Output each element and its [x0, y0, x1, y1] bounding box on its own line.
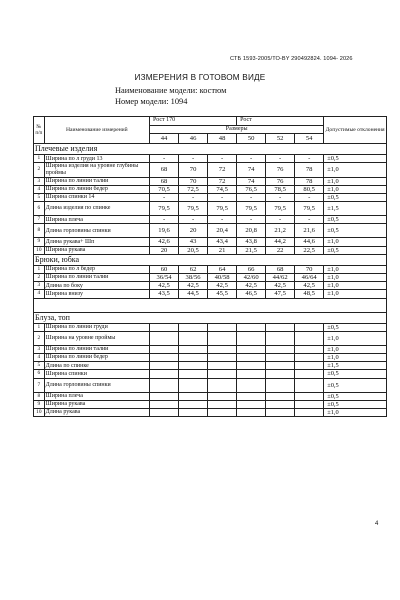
row-number: 5 [34, 362, 45, 370]
size-value [266, 400, 295, 408]
size-value [295, 354, 324, 362]
row-number: 4 [34, 290, 45, 298]
size-value: 20 [179, 224, 208, 238]
measurement-name: Длина рукава [44, 409, 149, 417]
size-value [237, 345, 266, 353]
tolerance-value: ±0,5 [324, 155, 387, 163]
size-value [295, 400, 324, 408]
section-title: Брюки, юбка [34, 254, 387, 265]
size-value [150, 392, 179, 400]
table-row [34, 163, 387, 177]
size-value [266, 345, 295, 353]
model-name: Наименование модели: костюм [115, 86, 227, 95]
table-row [34, 378, 387, 392]
tolerance-value: ±0,5 [324, 323, 387, 331]
height-label-2: Рост [237, 117, 324, 126]
size-value: 76 [266, 177, 295, 185]
size-value: 64 [208, 265, 237, 273]
size-value: - [150, 155, 179, 163]
size-value [295, 370, 324, 378]
size-value: 70 [179, 177, 208, 185]
measurement-name: Ширина по линии бедер [44, 354, 149, 362]
tolerance-value: ±1,0 [324, 354, 387, 362]
size-value: 36/54 [150, 274, 179, 282]
measurement-name: Длина по боку [44, 282, 149, 290]
row-number: 9 [34, 400, 45, 408]
size-value: 40/58 [208, 274, 237, 282]
tolerance-value: ±1,0 [324, 290, 387, 298]
size-value [266, 378, 295, 392]
row-number: 8 [34, 392, 45, 400]
size-value [237, 370, 266, 378]
measurement-name: Ширина по линии талии [44, 177, 149, 185]
size-value: 48,5 [295, 290, 324, 298]
size-value [208, 400, 237, 408]
size-value [208, 323, 237, 331]
measurement-name: Ширина по линии бедер [44, 185, 149, 193]
size-value: 47,5 [266, 290, 295, 298]
row-number: 3 [34, 345, 45, 353]
table-row [34, 216, 387, 224]
size-value: - [150, 194, 179, 202]
page-number: 4 [375, 521, 379, 527]
row-number: 1 [34, 265, 45, 273]
size-value: 20,8 [237, 224, 266, 238]
size-value [295, 378, 324, 392]
size-value: - [295, 216, 324, 224]
size-value: - [237, 216, 266, 224]
size-value [208, 345, 237, 353]
tolerance-value: ±0,5 [324, 392, 387, 400]
size-value: 70,5 [150, 185, 179, 193]
measurement-name: Длина по спинке [44, 362, 149, 370]
measurement-name: Ширина по линии груди [44, 323, 149, 331]
size-value: 42,5 [208, 282, 237, 290]
size-value: 20 [150, 246, 179, 254]
size-value: 79,5 [237, 202, 266, 216]
size-value: - [150, 216, 179, 224]
size-value: 78 [295, 177, 324, 185]
size-value: 19,6 [150, 224, 179, 238]
tolerance-value: ±1,5 [324, 202, 387, 216]
tolerance-value: ±0,5 [324, 378, 387, 392]
tolerance-value: ±1,0 [324, 238, 387, 246]
size-value: 79,5 [295, 202, 324, 216]
size-value [266, 331, 295, 345]
size-header: 44 [150, 134, 179, 144]
size-value [179, 400, 208, 408]
row-number: 10 [34, 246, 45, 254]
tolerance-value: ±0,5 [324, 224, 387, 238]
table-row [34, 370, 387, 378]
table-row [34, 224, 387, 238]
size-value: 72 [208, 163, 237, 177]
size-value [179, 331, 208, 345]
size-value: 21,5 [237, 246, 266, 254]
row-number: 2 [34, 163, 45, 177]
size-value: 70 [179, 163, 208, 177]
measurement-name: Длина изделия по спинке [44, 202, 149, 216]
size-value [179, 354, 208, 362]
column-header-number: № п/п [34, 117, 45, 144]
measurement-name: Ширина внизу [44, 290, 149, 298]
tolerance-value: ±1,0 [324, 265, 387, 273]
size-value: 66 [237, 265, 266, 273]
measurements-table [33, 116, 387, 417]
size-value: 74 [237, 163, 266, 177]
measurement-name: Ширина по л бедер [44, 265, 149, 273]
measurement-name: Ширина по л груди 13 [44, 155, 149, 163]
tolerance-value: ±1,0 [324, 331, 387, 345]
measurement-name: Ширина на уровне проймы [44, 331, 149, 345]
size-value: 68 [150, 163, 179, 177]
size-value [237, 362, 266, 370]
size-value: 20,4 [208, 224, 237, 238]
size-value: 21,2 [266, 224, 295, 238]
tolerance-value: ±1,0 [324, 345, 387, 353]
tolerance-value: ±1,0 [324, 177, 387, 185]
row-number: 2 [34, 274, 45, 282]
size-value [295, 362, 324, 370]
row-number: 9 [34, 238, 45, 246]
tolerance-value: ±0,5 [324, 194, 387, 202]
size-value [179, 345, 208, 353]
tolerance-value: ±0,5 [324, 400, 387, 408]
row-number: 1 [34, 155, 45, 163]
size-value [295, 409, 324, 417]
table-row [34, 177, 387, 185]
row-number: 10 [34, 409, 45, 417]
size-value: 42,5 [179, 282, 208, 290]
measurement-name: Ширина по линии талии [44, 274, 149, 282]
table-row [34, 265, 387, 273]
size-value [150, 409, 179, 417]
size-value: 43,8 [237, 238, 266, 246]
model-number: Номер модели: 1094 [115, 97, 188, 106]
measurement-name: Ширина изделия на уровне глубины проймы [44, 163, 149, 177]
size-value: - [179, 194, 208, 202]
table-row [34, 202, 387, 216]
tolerance-value: ±1,0 [324, 274, 387, 282]
size-value: 46/64 [295, 274, 324, 282]
size-value: 44/62 [266, 274, 295, 282]
size-value: 78 [295, 163, 324, 177]
size-value: 22,5 [295, 246, 324, 254]
size-value: - [237, 194, 266, 202]
size-value [237, 331, 266, 345]
table-row [34, 290, 387, 298]
size-value [179, 362, 208, 370]
size-value [237, 392, 266, 400]
page-title: ИЗМЕРЕНИЯ В ГОТОВОМ ВИДЕ [134, 73, 266, 82]
size-value [179, 323, 208, 331]
size-value [237, 378, 266, 392]
size-value [237, 409, 266, 417]
size-value: 42,5 [266, 282, 295, 290]
size-value: 79,5 [266, 202, 295, 216]
row-number: 6 [34, 202, 45, 216]
table-row [34, 392, 387, 400]
measurement-name: Длина рукава+ Шп [44, 238, 149, 246]
size-value: 74 [237, 177, 266, 185]
size-value [150, 331, 179, 345]
size-value [208, 409, 237, 417]
size-value: 43,4 [208, 238, 237, 246]
size-value: 43 [179, 238, 208, 246]
measurement-name: Ширина рукава [44, 400, 149, 408]
size-value [150, 400, 179, 408]
size-value [208, 392, 237, 400]
table-row [34, 409, 387, 417]
size-value: 79,5 [179, 202, 208, 216]
size-value [150, 354, 179, 362]
row-number: 2 [34, 331, 45, 345]
size-value [179, 370, 208, 378]
size-value: 42,5 [295, 282, 324, 290]
size-value: - [266, 216, 295, 224]
size-value [150, 370, 179, 378]
size-value [208, 362, 237, 370]
table-row [34, 274, 387, 282]
section-title: Блуза, топ [34, 312, 387, 323]
size-value: 78,5 [266, 185, 295, 193]
size-value: - [266, 155, 295, 163]
tolerance-value: ±0,5 [324, 216, 387, 224]
size-value: 76 [266, 163, 295, 177]
size-value: - [295, 155, 324, 163]
size-value: 42/60 [237, 274, 266, 282]
size-value [295, 331, 324, 345]
size-value [237, 323, 266, 331]
size-value [179, 392, 208, 400]
size-value: 21,6 [295, 224, 324, 238]
table-row [34, 323, 387, 331]
size-value [266, 354, 295, 362]
size-value [266, 370, 295, 378]
size-value [150, 345, 179, 353]
table-row [34, 282, 387, 290]
size-value [295, 323, 324, 331]
size-value: 74,5 [208, 185, 237, 193]
column-header-name: Наименование измерений [44, 117, 149, 144]
document-code: СТБ 1593-2005/ТО-BY 290492824. 1094- 2026 [230, 56, 353, 62]
size-value: 44,2 [266, 238, 295, 246]
size-value: 80,5 [295, 185, 324, 193]
row-number: 1 [34, 323, 45, 331]
table-row [34, 400, 387, 408]
measurement-name: Ширина спинки [44, 370, 149, 378]
size-value: - [266, 194, 295, 202]
size-value [150, 378, 179, 392]
size-value: 79,5 [208, 202, 237, 216]
table-row [34, 155, 387, 163]
size-value: - [237, 155, 266, 163]
size-value: 46,5 [237, 290, 266, 298]
tolerance-value: ±0,5 [324, 370, 387, 378]
row-number: 3 [34, 177, 45, 185]
size-header: 48 [208, 134, 237, 144]
size-header: 54 [295, 134, 324, 144]
size-value: 43,5 [150, 290, 179, 298]
table-row [34, 345, 387, 353]
size-value [237, 400, 266, 408]
size-value: 44,5 [179, 290, 208, 298]
size-value [208, 370, 237, 378]
size-value: 38/56 [179, 274, 208, 282]
size-header: 46 [179, 134, 208, 144]
row-number: 4 [34, 185, 45, 193]
size-value: 62 [179, 265, 208, 273]
column-header-tolerance: Допустимые отклонения [324, 117, 387, 144]
size-value: 60 [150, 265, 179, 273]
size-value: 20,5 [179, 246, 208, 254]
tolerance-value: ±1,5 [324, 362, 387, 370]
measurement-name: Длина горловины спинки [44, 378, 149, 392]
height-label-1: Рост 170 [150, 117, 237, 126]
table-row [34, 354, 387, 362]
size-value: - [208, 216, 237, 224]
size-value [295, 392, 324, 400]
size-value: 22 [266, 246, 295, 254]
table-row [34, 194, 387, 202]
row-number: 7 [34, 378, 45, 392]
size-value: - [179, 155, 208, 163]
table-row [34, 185, 387, 193]
size-value: 72,5 [179, 185, 208, 193]
row-number: 3 [34, 282, 45, 290]
tolerance-value: ±1,0 [324, 163, 387, 177]
row-number: 8 [34, 224, 45, 238]
size-value: 79,5 [150, 202, 179, 216]
size-value: 72 [208, 177, 237, 185]
table-row [34, 362, 387, 370]
size-value: - [208, 194, 237, 202]
size-value [266, 409, 295, 417]
size-value: 42,6 [150, 238, 179, 246]
size-value [266, 323, 295, 331]
tolerance-value: ±1,0 [324, 409, 387, 417]
measurement-name: Ширина плеча [44, 216, 149, 224]
tolerance-value: ±1,0 [324, 185, 387, 193]
size-value: 68 [150, 177, 179, 185]
size-value [208, 354, 237, 362]
size-value: - [295, 194, 324, 202]
table-row [34, 246, 387, 254]
size-value: 45,5 [208, 290, 237, 298]
table-row [34, 238, 387, 246]
size-value [295, 345, 324, 353]
size-value: 42,5 [237, 282, 266, 290]
size-value: 68 [266, 265, 295, 273]
empty-row [34, 298, 387, 312]
sizes-label: Размеры [150, 126, 324, 134]
size-value [237, 354, 266, 362]
size-value: 44,6 [295, 238, 324, 246]
table-row [34, 331, 387, 345]
size-value: 76,5 [237, 185, 266, 193]
measurement-name: Ширина по линии талии [44, 345, 149, 353]
size-value: 42,5 [150, 282, 179, 290]
size-value: - [208, 155, 237, 163]
row-number: 5 [34, 194, 45, 202]
size-value [208, 331, 237, 345]
size-value [179, 409, 208, 417]
measurement-name: Ширина спинки 14 [44, 194, 149, 202]
row-number: 6 [34, 370, 45, 378]
row-number: 7 [34, 216, 45, 224]
size-value [266, 392, 295, 400]
size-header: 52 [266, 134, 295, 144]
size-value [266, 362, 295, 370]
size-value [150, 362, 179, 370]
measurement-name: Ширина плеча [44, 392, 149, 400]
size-value: 70 [295, 265, 324, 273]
size-value [150, 323, 179, 331]
measurement-name: Длина горловины спинки [44, 224, 149, 238]
measurement-name: Ширина рукава [44, 246, 149, 254]
size-value [208, 378, 237, 392]
size-header: 50 [237, 134, 266, 144]
tolerance-value: ±0,5 [324, 246, 387, 254]
size-value [179, 378, 208, 392]
section-title: Плечевые изделия [34, 144, 387, 155]
size-value: - [179, 216, 208, 224]
size-value: 21 [208, 246, 237, 254]
tolerance-value: ±1,0 [324, 282, 387, 290]
row-number: 4 [34, 354, 45, 362]
